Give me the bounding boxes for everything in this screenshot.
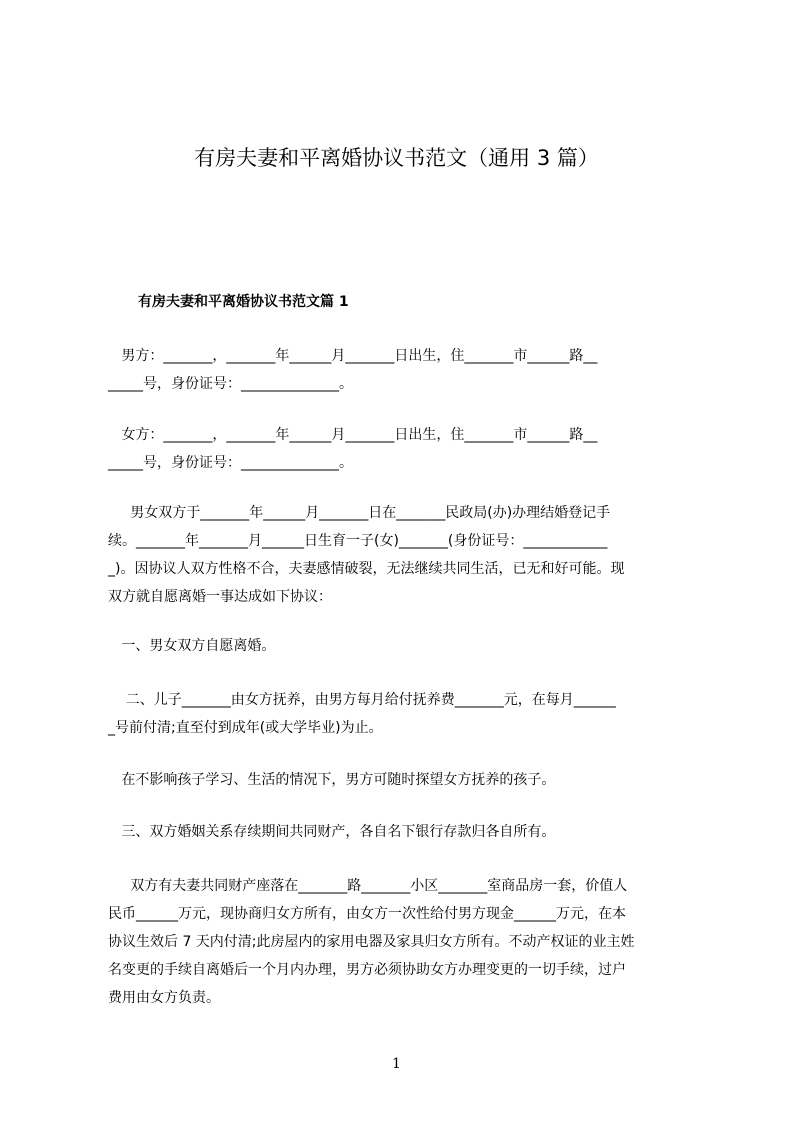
paragraph-line: 一、男女双方自愿离婚。 (108, 638, 276, 654)
paragraph-clause-2 (108, 686, 708, 742)
paragraph-line: 协议生效后 7 天内付清;此房屋内的家用电器及家具归女方所有。不动产权证的业主姓 (108, 934, 635, 950)
paragraph-clause-3 (108, 818, 708, 846)
paragraph-line: 三、双方婚姻关系存续期间共同财产，各自名下银行存款归各自所有。 (108, 824, 556, 840)
page-title: 有房夫妻和平离婚协议书范文（通用 3 篇） (194, 146, 599, 170)
paragraph-line: 名变更的手续自离婚后一个月内办理，男方必须协助女方办理变更的一切手续，过户 (108, 962, 626, 978)
paragraph-marriage-info (108, 499, 708, 611)
paragraph-line: 男女双方于_______年______月_______日在_______民政局(办)办理结婚登记手 (108, 505, 611, 521)
paragraph-line: 男方：_______，_______年______月_______日出生，住_______市______路__ (108, 348, 598, 364)
page-number: 1 (392, 1056, 401, 1072)
paragraph-property (108, 872, 708, 1012)
section-heading: 有房夫妻和平离婚协议书范文篇 1 (138, 294, 349, 310)
paragraph-male-party (108, 342, 708, 398)
paragraph-line: _)。因协议人双方性格不合，夫妻感情破裂，无法继续共同生活，已无和好可能。现 (108, 561, 625, 577)
paragraph-line: 费用由女方负责。 (108, 990, 220, 1006)
paragraph-line: 续。_______年_______月______日生育一子(女)_______(身份证号：____________ (108, 533, 608, 549)
paragraph-clause-1 (108, 632, 708, 660)
paragraph-line: 双方就自愿离婚一事达成如下协议： (108, 589, 332, 605)
paragraph-line: 民币______万元，现协商归女方所有，由女方一次性给付男方现金______万元，在本 (108, 906, 626, 922)
paragraph-line: 女方：_______，_______年______月_______日出生，住_______市______路__ (108, 427, 598, 443)
paragraph-female-party (108, 421, 708, 477)
paragraph-line: _号前付清;直至付到成年(或大学毕业)为止。 (108, 720, 383, 736)
paragraph-visitation (108, 766, 708, 794)
paragraph-line: 在不影响孩子学习、生活的情况下，男方可随时探望女方抚养的孩子。 (108, 772, 556, 788)
paragraph-line: 双方有夫妻共同财产座落在_______路_______小区_______室商品房一套，价值人 (108, 878, 628, 894)
paragraph-line: _____号，身份证号：______________。 (108, 376, 353, 392)
paragraph-line: 二、儿子_______由女方抚养，由男方每月给付抚养费_______元，在每月______ (108, 692, 616, 708)
paragraph-line: _____号，身份证号：______________。 (108, 455, 353, 471)
